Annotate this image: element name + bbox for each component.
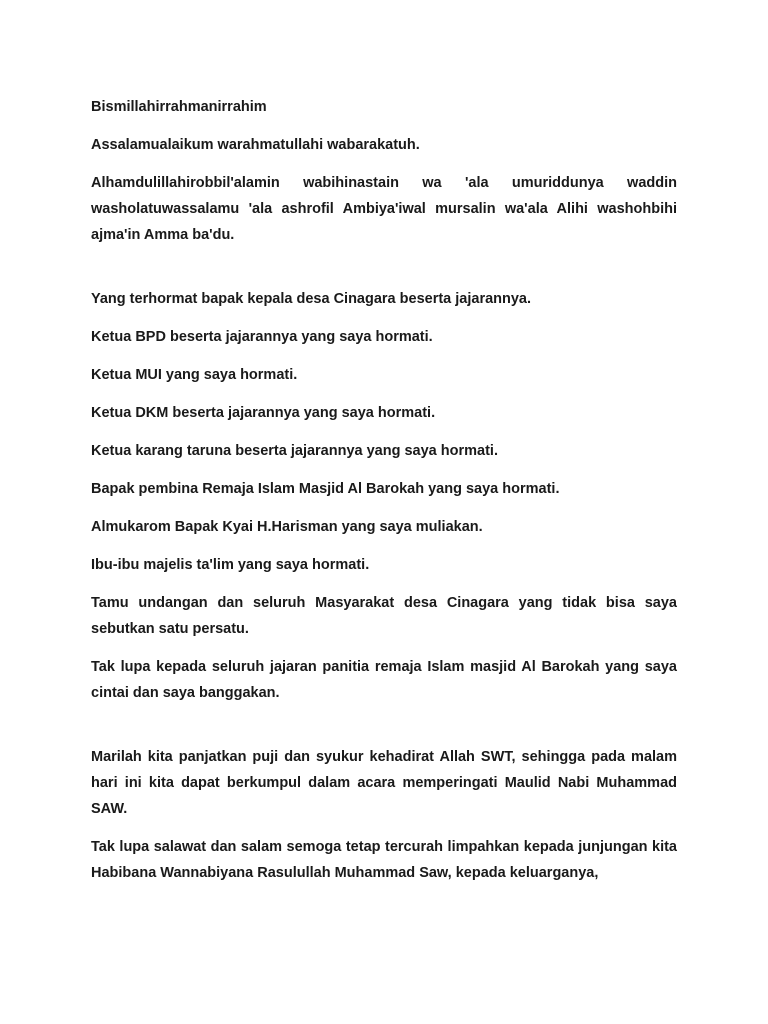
salutation-line: Ketua BPD beserta jajarannya yang saya hormati.: [91, 329, 433, 345]
paragraph-gap: [91, 260, 677, 286]
salutation-paragraph: Tamu undangan dan seluruh Masyarakat desa Cinagara yang tidak bisa saya sebutkan satu persatu.: [91, 595, 677, 637]
salutation-line: Bapak pembina Remaja Islam Masjid Al Barokah yang saya hormati.: [91, 481, 560, 497]
salutation-line: Yang terhormat bapak kepala desa Cinagara beserta jajarannya.: [91, 291, 532, 307]
opening-praise: Alhamdulillahirobbil'alamin wabihinastain wa 'ala umuriddunya waddin washolatuwassalamu 'ala ashrofil Ambiya'iwal mursalin wa'ala Alihi washohbihi ajma'in Amma ba'du.: [91, 175, 677, 243]
salutation-line: Ketua DKM beserta jajarannya yang saya hormati.: [91, 405, 436, 421]
salutation-line: Ketua MUI yang saya hormati.: [91, 367, 298, 383]
opening-basmala: Bismillahirrahmanirrahim: [91, 99, 267, 115]
body-paragraph: Tak lupa salawat dan salam semoga tetap tercurah limpahkan kepada junjungan kita Habibana Wannabiyana Rasulullah Muhammad Saw, kepada keluarganya,: [91, 839, 677, 881]
paragraph-gap: [91, 718, 677, 744]
salutation-line: Ibu-ibu majelis ta'lim yang saya hormati.: [91, 557, 370, 573]
greeting: Assalamualaikum warahmatullahi wabarakatuh.: [91, 137, 420, 153]
salutation-paragraph: Tak lupa kepada seluruh jajaran panitia remaja Islam masjid Al Barokah yang saya cintai dan saya banggakan.: [91, 659, 677, 701]
document-body: [91, 94, 677, 898]
salutation-line: Almukarom Bapak Kyai H.Harisman yang saya muliakan.: [91, 519, 483, 535]
salutation-line: Ketua karang taruna beserta jajarannya yang saya hormati.: [91, 443, 498, 459]
body-paragraph: Marilah kita panjatkan puji dan syukur kehadirat Allah SWT, sehingga pada malam hari ini kita dapat berkumpul dalam acara memperingati Maulid Nabi Muhammad SAW.: [91, 749, 677, 817]
